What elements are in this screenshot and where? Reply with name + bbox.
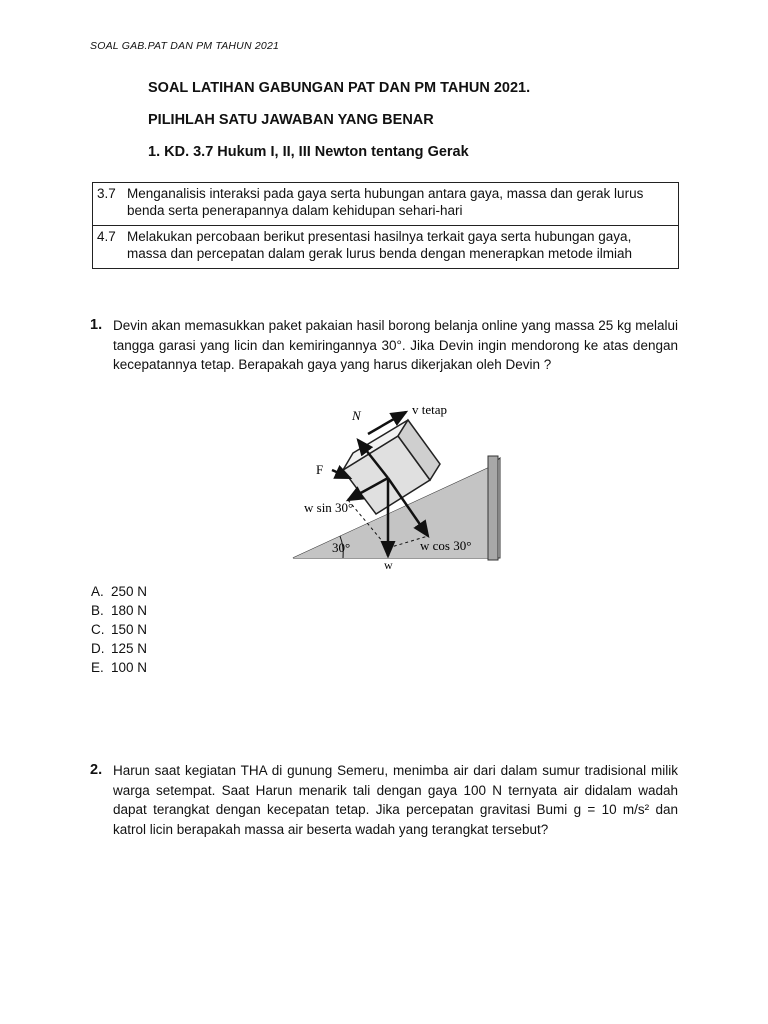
competency-row <box>93 183 679 226</box>
option-label: B. <box>91 603 104 618</box>
angle-label: 30° <box>332 540 351 555</box>
option-text: 125 N <box>111 641 148 656</box>
competency-text: Melakukan percobaan berikut presentasi hasilnya terkait gaya serta hubungan gaya, massa dan percepatan dalam gerak lurus benda dengan menerapkan metode ilmiah <box>127 229 633 261</box>
competency-row <box>93 226 679 269</box>
velocity-label: v tetap <box>412 402 448 417</box>
instruction-heading: PILIHLAH SATU JAWABAN YANG BENAR <box>148 112 434 128</box>
option-text: 100 N <box>111 660 148 675</box>
w-cos-label: w cos 30° <box>420 538 472 553</box>
competency-number: 4.7 <box>97 229 116 244</box>
option-text: 150 N <box>111 622 148 637</box>
question-number: 1. <box>90 317 103 333</box>
section-heading: 1. KD. 3.7 Hukum I, II, III Newton tentang Gerak <box>148 144 469 160</box>
question-number: 2. <box>90 762 103 778</box>
force-label: F <box>316 462 324 477</box>
option-label: A. <box>91 584 104 599</box>
question-text: Harun saat kegiatan THA di gunung Semeru, menimba air dari dalam sumur tradisional milik warga setempat. Saat Harun menarik tali dengan gaya 100 N ternyata air didalam wadah dapat terangkat dengan kecepatan tetap. Jika percepatan gravitasi Bumi g = 10 m/s² dan katrol licin berapakah massa air beserta wadah yang terangkat tersebut? <box>113 763 678 837</box>
inclined-plane-diagram <box>288 398 518 573</box>
wall <box>488 456 498 560</box>
competency-cell <box>93 183 679 226</box>
question-1 <box>90 316 678 375</box>
running-header: SOAL GAB.PAT DAN PM TAHUN 2021 <box>90 40 280 52</box>
answer-options <box>91 582 147 677</box>
weight-label: w <box>384 558 393 572</box>
option-text: 180 N <box>111 603 148 618</box>
answer-option[interactable] <box>91 582 147 601</box>
option-text: 250 N <box>111 584 148 599</box>
competency-table <box>92 182 679 269</box>
question-text: Devin akan memasukkan paket pakaian hasil borong belanja online yang massa 25 kg melalui tangga garasi yang licin dan kemiringannya 30°. Jika Devin ingin mendorong ke atas dengan kecepatannya tetap. Berapakah gaya yang harus dikerjakan oleh Devin ? <box>113 318 678 372</box>
competency-cell <box>93 226 679 269</box>
question-2 <box>90 761 678 839</box>
option-label: C. <box>91 622 105 637</box>
normal-label: N <box>352 408 361 423</box>
answer-option[interactable] <box>91 639 147 658</box>
competency-number: 3.7 <box>97 186 116 201</box>
answer-option[interactable] <box>91 620 147 639</box>
w-sin-label: w sin 30° <box>304 500 354 515</box>
option-label: D. <box>91 641 105 656</box>
competency-text: Menganalisis interaksi pada gaya serta hubungan antara gaya, massa dan gerak lurus benda serta penerapannya dalam kehidupan sehari-hari <box>127 186 644 218</box>
option-label: E. <box>91 660 104 675</box>
document-title: SOAL LATIHAN GABUNGAN PAT DAN PM TAHUN 2021. <box>148 80 531 96</box>
answer-option[interactable] <box>91 601 147 620</box>
answer-option[interactable] <box>91 658 147 677</box>
